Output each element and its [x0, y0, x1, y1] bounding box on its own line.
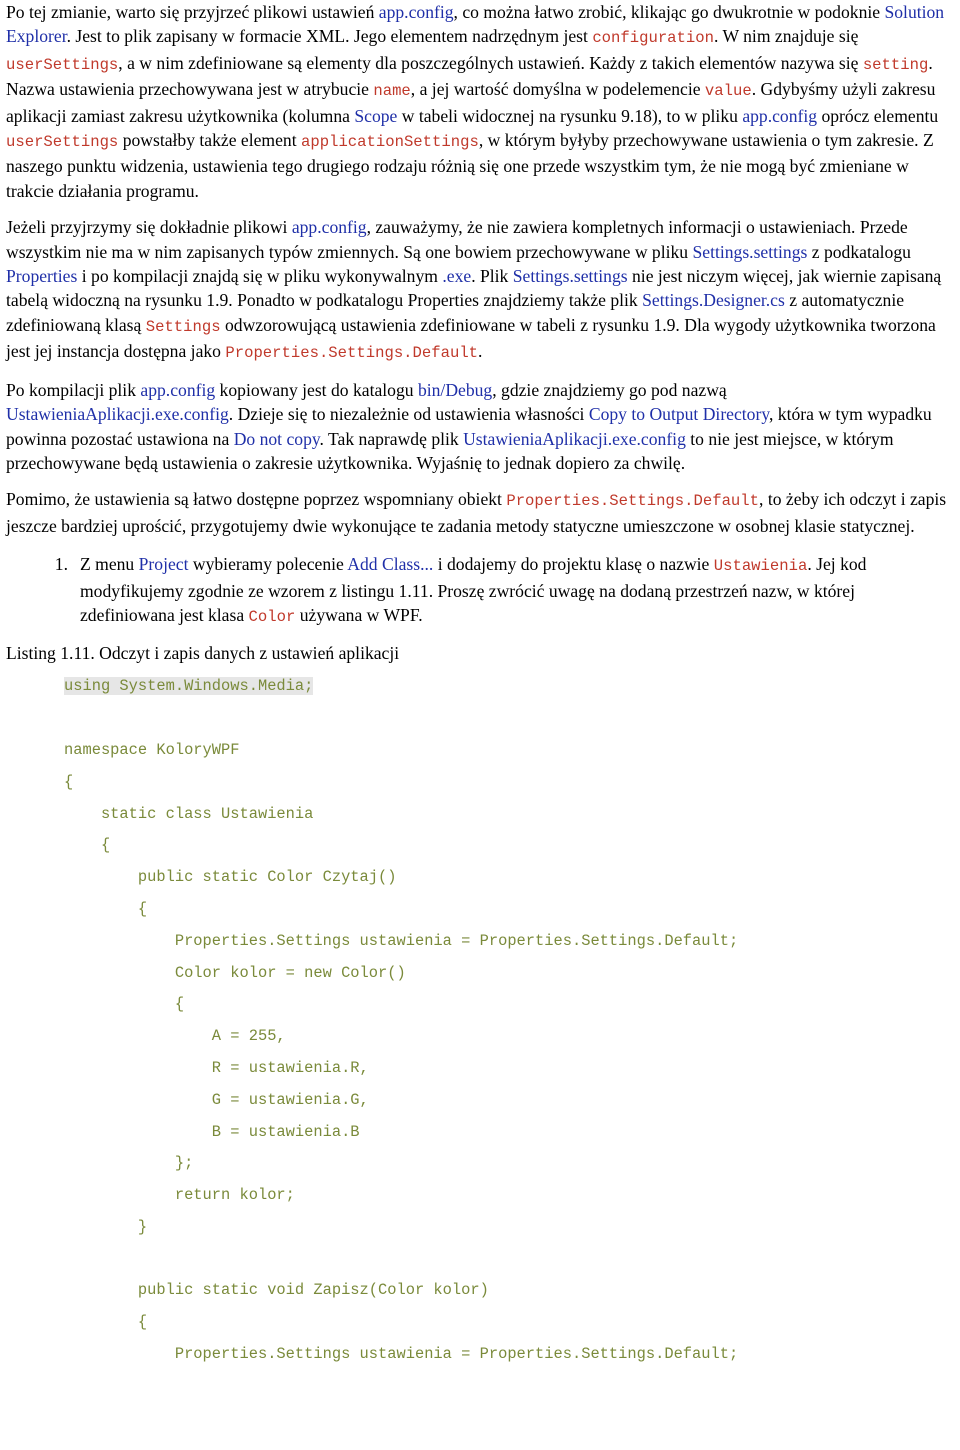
ui-term: .exe [442, 266, 472, 287]
inline-code: name [373, 82, 411, 101]
ui-term: Copy to Output Directory [588, 404, 769, 425]
text: , to żeby ich odczyt i zapis jeszcze bardziej uprościć, przygotujemy dwie wykonujące te zadania metody statyczne umieszczone w osobnej klasie statycznej. [6, 489, 947, 536]
text: , a w nim zdefiniowane są elementy dla poszczególnych ustawień. Każdy z takich elementów nazywa się [118, 52, 863, 73]
text: , zauważymy, że nie zawiera kompletnych informacji o ustawieniach. Przede wszystkim nie ma w nim zapisanych typów zmiennych. Są one bowiem przechowywane w pliku [6, 217, 908, 262]
inline-code: userSettings [6, 55, 119, 74]
ui-term: Settings.settings [512, 266, 628, 287]
spacer [6, 203, 954, 215]
text: . Gdybyśmy użyli zakresu aplikacji zamiast zakresu użytkownika (kolumna [6, 79, 936, 126]
text: Pomimo, że ustawienia są łatwo dostępne poprzez wspomniany obiekt [6, 489, 507, 510]
ui-term: Add Class... [347, 554, 434, 575]
spacer [6, 538, 954, 552]
text: z automatycznie zdefiniowaną klasą [6, 290, 905, 335]
text: . Tak naprawdę plik [319, 428, 464, 449]
ui-term: bin/Debug [417, 379, 493, 400]
text: . Dzieje się to niezależnie od ustawienia własności [228, 404, 589, 425]
list-number: 1. [54, 554, 68, 575]
ui-term: Settings.settings [692, 241, 808, 262]
text: oprócz elementu [817, 105, 939, 126]
text: w tabeli widocznej na rysunku 9.18), to w pliku [397, 105, 743, 126]
text: Jeżeli przyjrzymy się dokładnie plikowi [6, 217, 292, 238]
list-item-text [80, 552, 954, 629]
text: . Nazwa ustawienia przechowywana jest w atrybucie [6, 52, 933, 100]
inline-code: value [704, 82, 752, 101]
ui-term: UstawieniaAplikacji.exe.config [6, 404, 229, 425]
listing-title: Listing 1.11. Odczyt i zapis danych z ustawień aplikacji [6, 643, 400, 664]
text: z podkatalogu [807, 241, 911, 262]
text: Po tej zmianie, warto się przyjrzeć plikowi ustawień [6, 2, 379, 22]
ui-term: Project [138, 554, 189, 575]
ui-term: Properties [6, 266, 78, 287]
code-body: namespace KoloryWPF { static class Ustawienia { public static Color Czytaj() { Properties.Settings ustawienia = Properties.Settings.Default; Color kolor = new Color() { A = 255, R = ustawienia.R, G = ustawienia.G, B = ustawienia.B }; return kolor; } public static void Zapisz(Color kolor) { Properties.Settings ustawienia = Properties.Settings.Default; [64, 740, 739, 1364]
paragraph-3 [6, 378, 954, 476]
inline-code: configuration [592, 29, 714, 48]
text: . W nim znajduje się [713, 26, 859, 47]
ui-term: UstawieniaAplikacji.exe.config [463, 428, 686, 449]
paragraph-4 [6, 487, 954, 538]
ui-term: app.config [291, 217, 367, 238]
text: , co można łatwo zrobić, klikając go dwukrotnie w podoknie [453, 2, 885, 22]
text: , a jej wartość domyślna w podelemencie [410, 79, 705, 100]
inline-code: Properties.Settings.Default [506, 492, 760, 511]
spacer [6, 629, 954, 641]
text: . Jej kod modyfikujemy zgodnie ze wzorem z listingu 1.11. Proszę zwrócić uwagę na dodaną przestrzeń nazw, w której zdefiniowana jest klasa [80, 554, 867, 625]
ui-term: app.config [378, 2, 454, 22]
inline-code: Ustawienia [713, 557, 808, 576]
text: odwzorowującą ustawienia zdefiniowane w tabeli z rysunku 1.9. Dla wygody użytkownika tworzona jest jej instancja dostępna jako [6, 314, 936, 362]
text: . Jest to plik zapisany w formacie XML. Jego elementem nadrzędnym jest [66, 26, 593, 47]
text: , w którym byłyby przechowywane ustawienia o tym zakresie. Z naszego punktu widzenia, ustawienia tego drugiego rodzaju różnią się one przede wszystkim tym, że nie mogą być zmieniane w trakcie działania programu. [6, 130, 934, 201]
spacer [6, 366, 954, 378]
text: wybieramy polecenie [188, 554, 348, 575]
ui-term: Do not copy [233, 428, 320, 449]
inline-code: Properties.Settings.Default [225, 344, 479, 363]
inline-code: applicationSettings [301, 133, 479, 152]
text: kopiowany jest do katalogu [215, 379, 418, 400]
inline-code: Color [248, 607, 296, 626]
ui-term: Scope [354, 105, 398, 126]
ui-term: Solution Explorer [6, 2, 945, 47]
text: powstałby także element [118, 130, 302, 151]
text: . Plik [471, 266, 513, 287]
text: używana w WPF. [295, 604, 423, 625]
spacer [6, 475, 954, 487]
code-first-line: using System.Windows.Media; [64, 677, 314, 696]
paragraph-1 [6, 0, 954, 203]
text: . [478, 341, 483, 362]
inline-code: Settings [145, 317, 221, 336]
text: i dodajemy do projektu klasę o nazwie [433, 554, 714, 575]
ui-term: app.config [140, 379, 216, 400]
text: i po kompilacji znajdą się w pliku wykonywalnym [77, 266, 443, 287]
paragraph-2 [6, 215, 954, 365]
text: Z menu [80, 554, 139, 575]
ui-term: Settings.Designer.cs [642, 290, 785, 311]
text: to nie jest miejsce, w którym przechowywane będą ustawienia o zakresie użytkownika. Wyjaśnię to jednak dopiero za chwilę. [6, 428, 894, 473]
text: Po kompilacji plik [6, 379, 141, 400]
text: nie jest niczym więcej, jak wiernie zapisaną tabelą widoczną na rysunku 1.9. Ponadto w podkatalogu Properties znajdziemy także plik [6, 266, 942, 311]
text: , gdzie znajdziemy go pod nazwą [492, 379, 727, 400]
inline-code: userSettings [6, 133, 119, 152]
ui-term: app.config [742, 105, 818, 126]
text: , która w tym wypadku powinna pozostać ustawiona na [6, 404, 932, 449]
code-listing [6, 671, 954, 1371]
inline-code: setting [862, 55, 929, 74]
numbered-list-item [6, 552, 954, 629]
